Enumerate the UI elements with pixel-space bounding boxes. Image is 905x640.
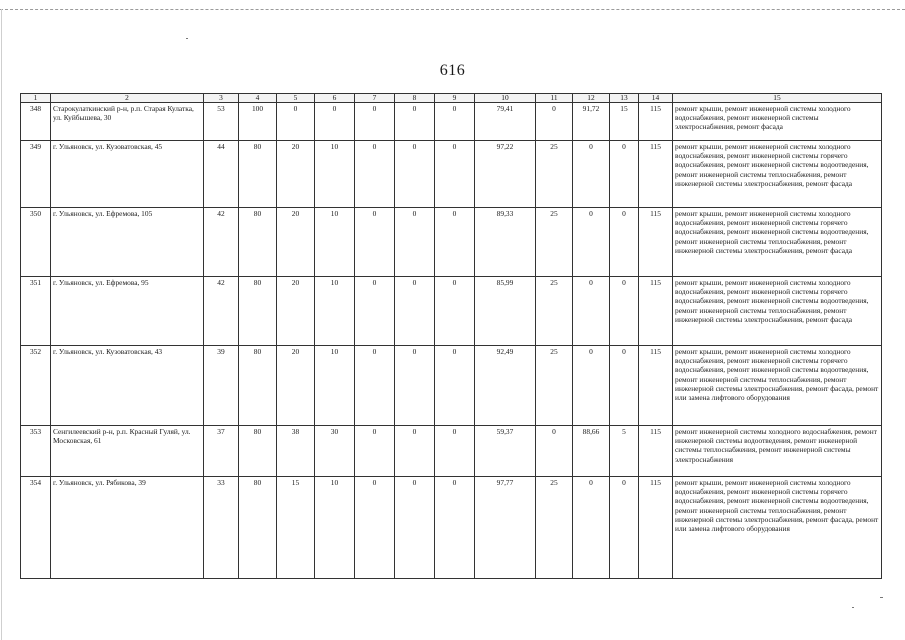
value-cell: 0 [395, 346, 435, 426]
column-header: 11 [536, 94, 573, 103]
works-cell: ремонт крыши, ремонт инженерной системы холодного водоснабжения, ремонт инженерной системы горячего водоснабжения, ремонт инженерной системы водоотведения, ремонт инженерной системы теплоснабжения, ремонт инженерной системы электроснабжения, ремонт фасада [673, 277, 882, 346]
scan-speck [880, 597, 883, 598]
address-cell: г. Ульяновск, ул. Рябикова, 39 [51, 477, 204, 579]
value-cell: 20 [277, 141, 315, 208]
value-cell: 15 [610, 103, 639, 141]
value-cell: 5 [610, 426, 639, 477]
value-cell: 0 [435, 103, 475, 141]
row-number: 353 [21, 426, 51, 477]
column-header: 3 [204, 94, 239, 103]
value-cell: 0 [395, 426, 435, 477]
address-cell: Сенгилеевский р-н, р.п. Красный Гуляй, ул. Московская, 61 [51, 426, 204, 477]
value-cell: 115 [639, 208, 673, 277]
address-cell: г. Ульяновск, ул. Кузоватовская, 43 [51, 346, 204, 426]
value-cell: 20 [277, 277, 315, 346]
value-cell: 0 [355, 426, 395, 477]
value-cell: 115 [639, 477, 673, 579]
value-cell: 115 [639, 141, 673, 208]
table-row [21, 277, 882, 346]
value-cell: 0 [355, 208, 395, 277]
column-header: 14 [639, 94, 673, 103]
row-number: 350 [21, 208, 51, 277]
value-cell: 10 [315, 277, 355, 346]
row-number: 352 [21, 346, 51, 426]
column-header: 12 [573, 94, 610, 103]
value-cell: 42 [204, 277, 239, 346]
table-row [21, 426, 882, 477]
works-cell: ремонт крыши, ремонт инженерной системы холодного водоснабжения, ремонт инженерной системы горячего водоснабжения, ремонт инженерной системы водоотведения, ремонт инженерной системы теплоснабжения, ремонт инженерной системы электроснабжения, ремонт фасада [673, 208, 882, 277]
scan-edge-top [0, 9, 905, 10]
value-cell: 0 [435, 208, 475, 277]
works-cell: ремонт крыши, ремонт инженерной системы холодного водоснабжения, ремонт инженерной системы горячего водоснабжения, ремонт инженерной системы водоотведения, ремонт инженерной системы теплоснабжения, ремонт инженерной системы электроснабжения, ремонт фасада, ремонт или замена лифтового оборудования [673, 346, 882, 426]
value-cell: 85,99 [475, 277, 536, 346]
value-cell: 0 [355, 477, 395, 579]
value-cell: 115 [639, 277, 673, 346]
value-cell: 10 [315, 477, 355, 579]
column-header: 6 [315, 94, 355, 103]
column-header: 1 [21, 94, 51, 103]
address-cell: г. Ульяновск, ул. Кузоватовская, 45 [51, 141, 204, 208]
value-cell: 0 [610, 346, 639, 426]
value-cell: 53 [204, 103, 239, 141]
value-cell: 97,77 [475, 477, 536, 579]
value-cell: 0 [355, 103, 395, 141]
scan-speck [852, 607, 854, 608]
capital-repair-table [20, 93, 882, 579]
value-cell: 0 [355, 277, 395, 346]
value-cell: 115 [639, 426, 673, 477]
value-cell: 39 [204, 346, 239, 426]
value-cell: 0 [277, 103, 315, 141]
value-cell: 88,66 [573, 426, 610, 477]
value-cell: 100 [239, 103, 277, 141]
value-cell: 25 [536, 346, 573, 426]
address-cell: Старокулаткинский р-н, р.п. Старая Кулатка, ул. Куйбышева, 30 [51, 103, 204, 141]
value-cell: 0 [573, 208, 610, 277]
value-cell: 20 [277, 208, 315, 277]
column-header: 5 [277, 94, 315, 103]
value-cell: 0 [573, 346, 610, 426]
value-cell: 38 [277, 426, 315, 477]
value-cell: 10 [315, 141, 355, 208]
column-header: 9 [435, 94, 475, 103]
table-row [21, 141, 882, 208]
value-cell: 25 [536, 208, 573, 277]
value-cell: 0 [610, 477, 639, 579]
value-cell: 0 [315, 103, 355, 141]
value-cell: 0 [435, 141, 475, 208]
value-cell: 15 [277, 477, 315, 579]
value-cell: 0 [536, 426, 573, 477]
value-cell: 25 [536, 477, 573, 579]
value-cell: 0 [536, 103, 573, 141]
value-cell: 80 [239, 141, 277, 208]
row-number: 351 [21, 277, 51, 346]
works-cell: ремонт крыши, ремонт инженерной системы холодного водоснабжения, ремонт инженерной системы горячего водоснабжения, ремонт инженерной системы водоотведения, ремонт инженерной системы теплоснабжения, ремонт инженерной системы электроснабжения, ремонт фасада, ремонт или замена лифтового оборудования [673, 477, 882, 579]
column-header: 10 [475, 94, 536, 103]
value-cell: 80 [239, 426, 277, 477]
value-cell: 115 [639, 103, 673, 141]
value-cell: 25 [536, 141, 573, 208]
value-cell: 20 [277, 346, 315, 426]
value-cell: 59,37 [475, 426, 536, 477]
value-cell: 44 [204, 141, 239, 208]
value-cell: 0 [395, 141, 435, 208]
value-cell: 25 [536, 277, 573, 346]
works-cell: ремонт крыши, ремонт инженерной системы холодного водоснабжения, ремонт инженерной системы горячего водоснабжения, ремонт инженерной системы водоотведения, ремонт инженерной системы теплоснабжения, ремонт инженерной системы электроснабжения, ремонт фасада [673, 141, 882, 208]
value-cell: 10 [315, 346, 355, 426]
value-cell: 33 [204, 477, 239, 579]
table-row [21, 208, 882, 277]
address-cell: г. Ульяновск, ул. Ефремова, 105 [51, 208, 204, 277]
value-cell: 0 [435, 426, 475, 477]
value-cell: 0 [610, 277, 639, 346]
scan-speck [186, 38, 188, 39]
value-cell: 115 [639, 346, 673, 426]
value-cell: 0 [395, 477, 435, 579]
row-number: 354 [21, 477, 51, 579]
value-cell: 0 [355, 346, 395, 426]
value-cell: 91,72 [573, 103, 610, 141]
value-cell: 80 [239, 277, 277, 346]
table-row [21, 103, 882, 141]
value-cell: 0 [610, 141, 639, 208]
value-cell: 80 [239, 477, 277, 579]
works-cell: ремонт крыши, ремонт инженерной системы холодного водоснабжения, ремонт инженерной системы электроснабжения, ремонт фасада [673, 103, 882, 141]
scan-edge-left [1, 9, 2, 640]
column-header: 7 [355, 94, 395, 103]
value-cell: 0 [395, 208, 435, 277]
value-cell: 0 [573, 141, 610, 208]
column-number-row [21, 94, 882, 103]
column-header: 4 [239, 94, 277, 103]
value-cell: 42 [204, 208, 239, 277]
row-number: 349 [21, 141, 51, 208]
column-header: 15 [673, 94, 882, 103]
table-row [21, 346, 882, 426]
value-cell: 37 [204, 426, 239, 477]
value-cell: 0 [573, 477, 610, 579]
value-cell: 30 [315, 426, 355, 477]
value-cell: 80 [239, 346, 277, 426]
value-cell: 0 [610, 208, 639, 277]
value-cell: 89,33 [475, 208, 536, 277]
value-cell: 0 [573, 277, 610, 346]
works-cell: ремонт инженерной системы холодного водоснабжения, ремонт инженерной системы водоотведения, ремонт инженерной системы теплоснабжения, ремонт инженерной системы электроснабжения [673, 426, 882, 477]
value-cell: 92,49 [475, 346, 536, 426]
column-header: 8 [395, 94, 435, 103]
address-cell: г. Ульяновск, ул. Ефремова, 95 [51, 277, 204, 346]
column-header: 13 [610, 94, 639, 103]
column-header: 2 [51, 94, 204, 103]
value-cell: 0 [435, 346, 475, 426]
value-cell: 0 [395, 277, 435, 346]
page-number: 616 [439, 62, 466, 79]
value-cell: 0 [355, 141, 395, 208]
value-cell: 97,22 [475, 141, 536, 208]
row-number: 348 [21, 103, 51, 141]
value-cell: 79,41 [475, 103, 536, 141]
value-cell: 0 [435, 277, 475, 346]
value-cell: 10 [315, 208, 355, 277]
value-cell: 80 [239, 208, 277, 277]
table-row [21, 477, 882, 579]
value-cell: 0 [435, 477, 475, 579]
value-cell: 0 [395, 103, 435, 141]
